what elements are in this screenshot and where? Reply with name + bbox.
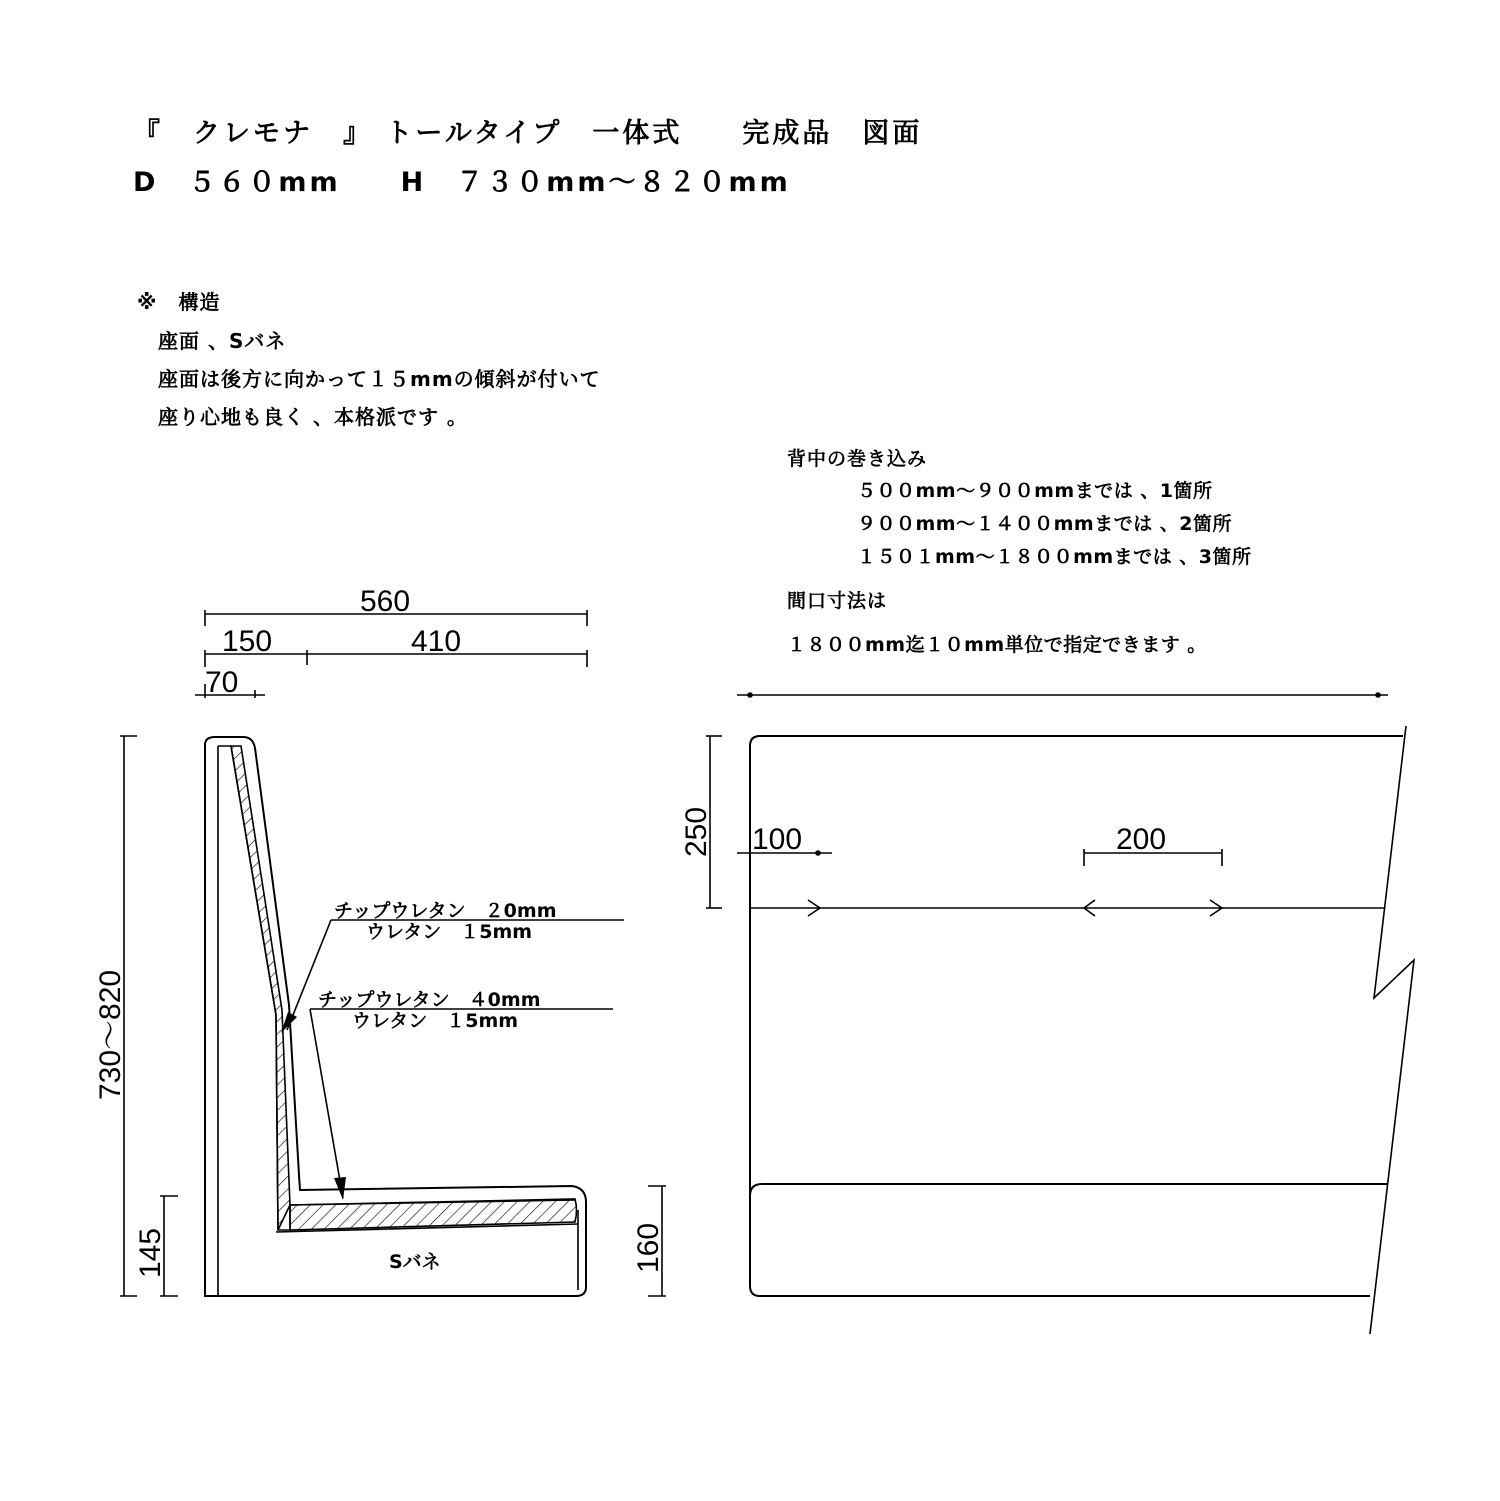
- dim-back-depth: 150: [222, 625, 273, 658]
- back-tuck-heading: 背中の巻き込み: [787, 448, 928, 470]
- dim-seat-depth: 410: [411, 625, 462, 658]
- dim-tuck-edge: 100: [752, 823, 803, 856]
- structure-heading: ※ 構造: [137, 290, 221, 314]
- leader-lines: [287, 920, 624, 1198]
- structure-line-2: 座面は後方に向かって１５mmの傾斜が付いて: [158, 367, 601, 391]
- seat-layer-label-1: チップウレタン ４0mm: [318, 989, 541, 1011]
- back-layer-label-1: チップウレタン ２0mm: [334, 900, 557, 922]
- break-line: [1370, 726, 1414, 1334]
- width-heading: 間口寸法は: [787, 590, 888, 612]
- seat-layer-label-2: ウレタン １5mm: [352, 1010, 519, 1032]
- dim-total-height: 730～820: [94, 969, 127, 1100]
- width-note: １８００mm迄１０mm単位で指定できます 。: [787, 634, 1207, 656]
- structure-line-1: 座面 、Sバネ: [158, 329, 287, 353]
- dim-back-top: 250: [680, 806, 713, 857]
- spring-label: Sバネ: [389, 1251, 441, 1273]
- seat-cushion-outline: [750, 1184, 1388, 1196]
- leader-arrow-back: [281, 1012, 297, 1033]
- front-outline: [750, 736, 1403, 1296]
- dim-front-height: 160: [632, 1222, 665, 1273]
- dim-total-depth: 560: [360, 585, 411, 618]
- dim-tuck-spacing: 200: [1116, 823, 1167, 856]
- side-view: [120, 610, 666, 1296]
- structure-line-3: 座り心地も良く 、本格派です 。: [158, 405, 468, 429]
- back-tuck-rule-1: ５００mm～９００mmまでは 、1箇所: [857, 480, 1213, 502]
- dim-top-width: 70: [205, 666, 239, 699]
- dim-seat-height: 145: [134, 1227, 167, 1278]
- drawing-title: 『 クレモナ 』 トールタイプ 一体式 完成品 図面: [133, 118, 923, 149]
- back-tuck-rule-2: ９００mm～１４００mmまでは 、2箇所: [857, 513, 1233, 535]
- back-tuck-rule-3: １５０１mm～１８００mmまでは 、3箇所: [857, 546, 1252, 568]
- front-view: [706, 693, 1414, 1334]
- back-cushion-hatch: [231, 746, 290, 1230]
- drawing-dimensions: D ５６０mm H ７３０mm～８２０mm: [133, 167, 791, 198]
- back-layer-label-2: ウレタン １5mm: [366, 921, 533, 943]
